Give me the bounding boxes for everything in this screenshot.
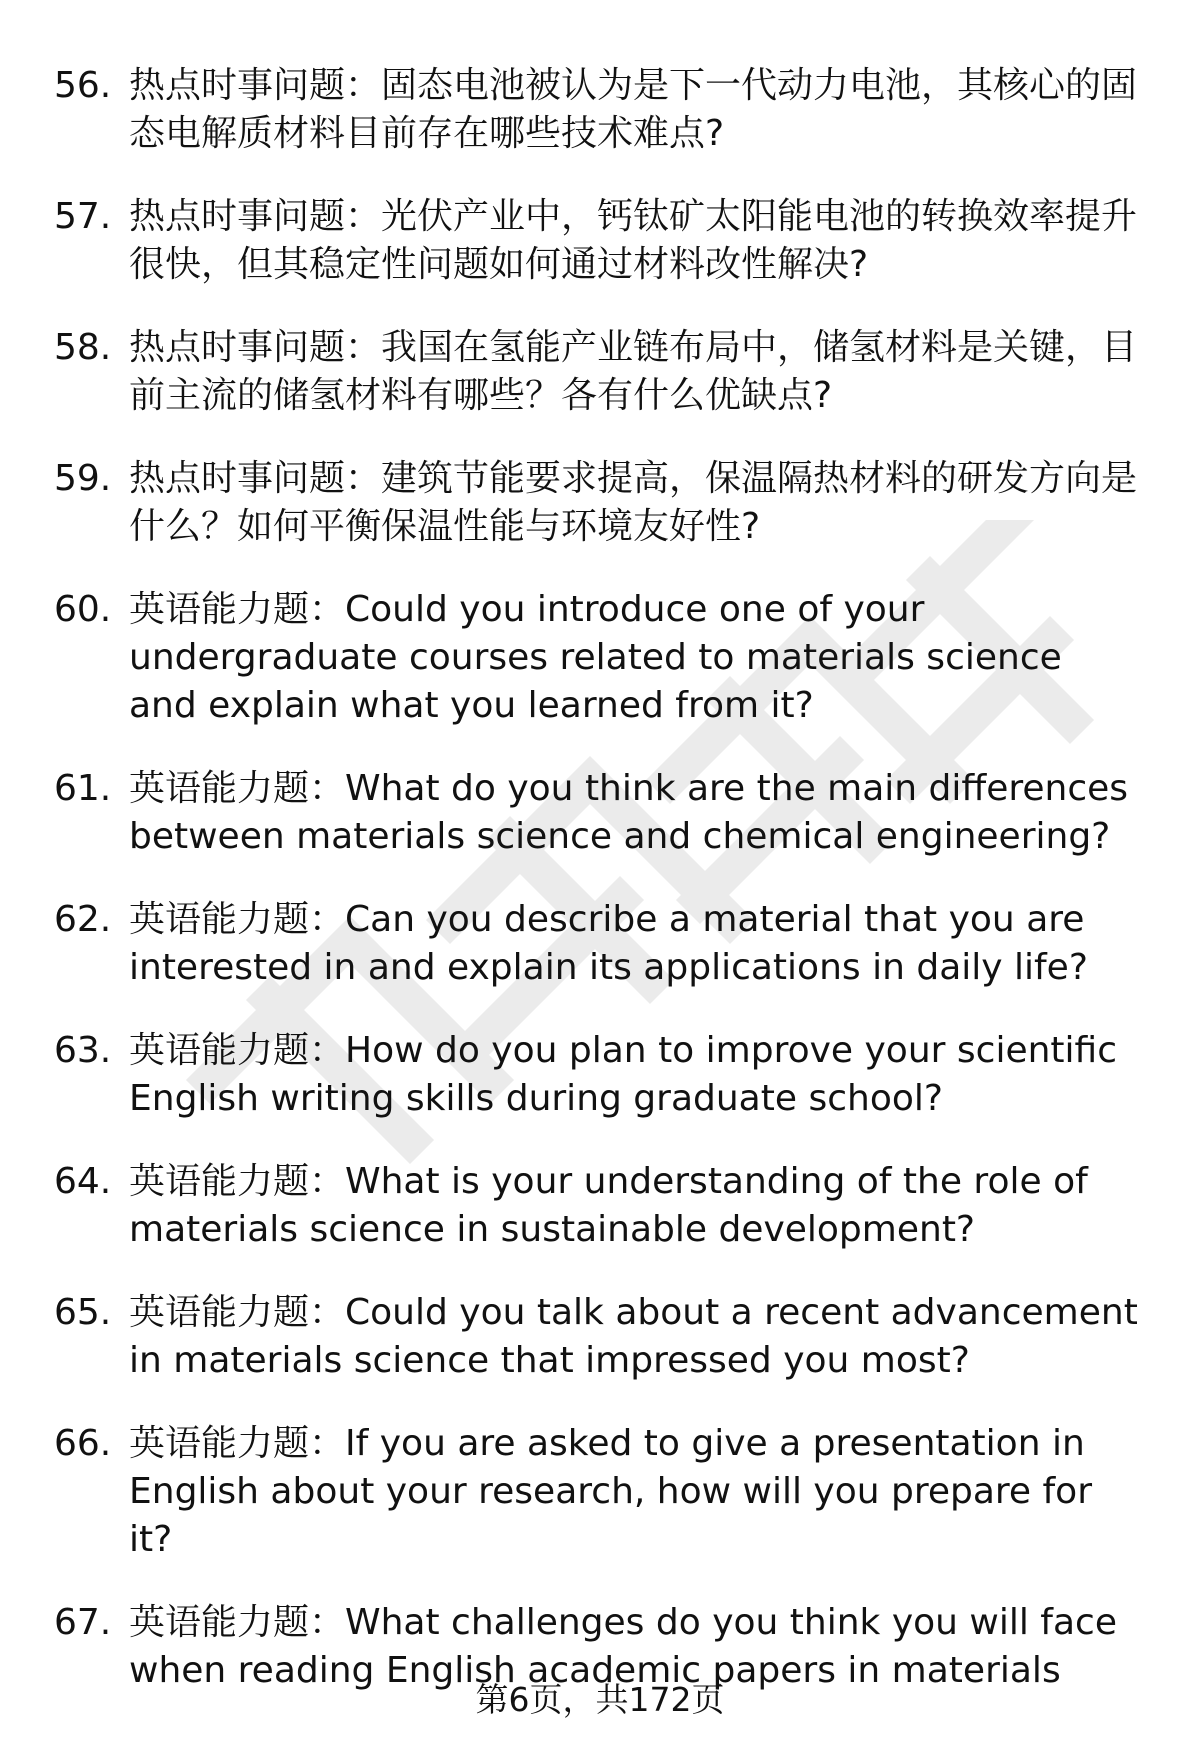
question-number: 58. xyxy=(54,327,112,368)
question-item xyxy=(0,193,1200,289)
question-item xyxy=(0,1158,1200,1254)
question-text: 英语能力题：How do you plan to improve your scientific English writing skills during graduate school? xyxy=(129,1030,1117,1119)
question-item xyxy=(0,455,1200,551)
question-text: 英语能力题：If you are asked to give a presentation in English about your research, how will you prepare for it? xyxy=(129,1423,1092,1560)
question-number: 64. xyxy=(54,1161,112,1202)
question-list xyxy=(0,62,1200,1730)
question-text: 英语能力题：Could you talk about a recent advancement in materials science that impressed you most? xyxy=(129,1292,1138,1381)
question-item xyxy=(0,1027,1200,1123)
question-number: 62. xyxy=(54,899,112,940)
page-footer: 第6页，共172页 xyxy=(475,1680,725,1719)
question-number: 65. xyxy=(54,1292,112,1333)
question-item xyxy=(0,765,1200,861)
question-number: 67. xyxy=(54,1602,112,1643)
question-item xyxy=(0,62,1200,158)
question-item xyxy=(0,1289,1200,1385)
question-number: 66. xyxy=(54,1423,112,1464)
question-number: 56. xyxy=(54,65,112,106)
question-number: 61. xyxy=(54,768,112,809)
question-text: 英语能力题：What do you think are the main differences between materials science and chemical engineering? xyxy=(129,768,1129,857)
question-item xyxy=(0,1420,1200,1564)
question-text: 英语能力题：Could you introduce one of your undergraduate courses related to materials science and explain what you learned from it? xyxy=(129,589,1062,726)
question-number: 60. xyxy=(54,589,112,630)
question-text: 热点时事问题：建筑节能要求提高，保温隔热材料的研发方向是什么？如何平衡保温性能与环境友好性? xyxy=(129,458,1138,547)
question-text: 英语能力题：What is your understanding of the role of materials science in sustainable development? xyxy=(129,1161,1088,1250)
question-text: 热点时事问题：固态电池被认为是下一代动力电池，其核心的固态电解质材料目前存在哪些技术难点? xyxy=(129,65,1138,154)
question-text: 热点时事问题：光伏产业中，钙钛矿太阳能电池的转换效率提升很快，但其稳定性问题如何通过材料改性解决? xyxy=(129,196,1138,285)
question-item xyxy=(0,896,1200,992)
question-number: 59. xyxy=(54,458,112,499)
question-number: 63. xyxy=(54,1030,112,1071)
question-text: 英语能力题：Can you describe a material that you are interested in and explain its applications in daily life? xyxy=(129,899,1088,988)
question-text: 英语能力题：What challenges do you think you will face when reading English academic papers in materials xyxy=(129,1602,1117,1691)
question-text: 热点时事问题：我国在氢能产业链布局中，储氢材料是关键，目前主流的储氢材料有哪些？各有什么优缺点? xyxy=(129,327,1138,416)
question-item xyxy=(0,586,1200,730)
question-item xyxy=(0,324,1200,420)
question-number: 57. xyxy=(54,196,112,237)
